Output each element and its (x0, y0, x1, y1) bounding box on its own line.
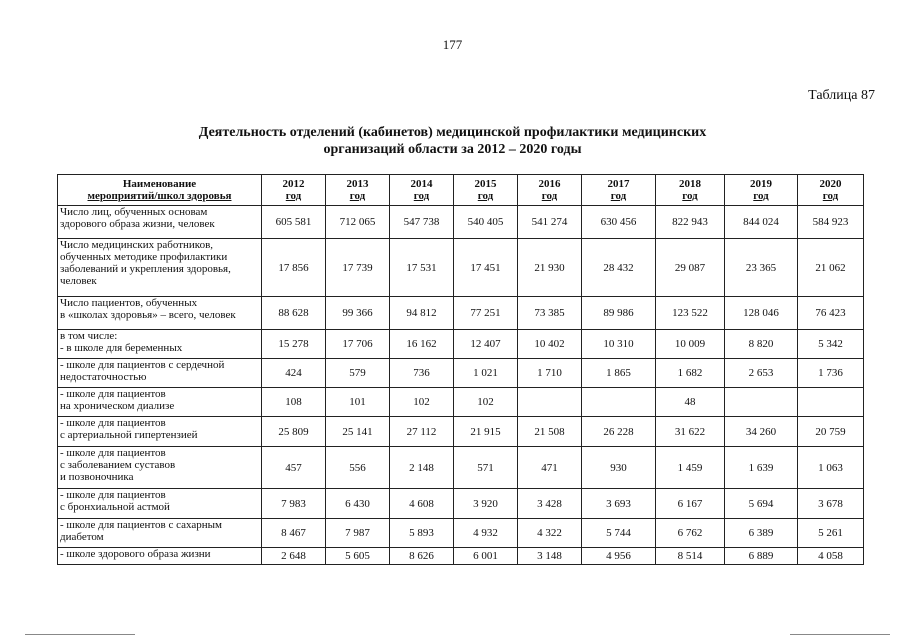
value-cell: 7 983 (262, 489, 326, 519)
table-row (58, 519, 864, 548)
value-cell: 5 605 (326, 548, 390, 565)
table-row (58, 359, 864, 388)
value-cell: 579 (326, 359, 390, 388)
value-cell: 1 682 (656, 359, 725, 388)
value-cell (582, 388, 656, 417)
value-cell (725, 388, 798, 417)
value-cell: 630 456 (582, 206, 656, 239)
value-cell: 123 522 (656, 297, 725, 330)
value-cell: 99 366 (326, 297, 390, 330)
value-cell: 6 167 (656, 489, 725, 519)
page-number: 177 (442, 37, 463, 52)
name-header-line-2: мероприятий/школ здоровья (87, 190, 232, 202)
value-cell: 23 365 (725, 239, 798, 297)
year-header: 2018 год (656, 175, 725, 206)
table-row (58, 447, 864, 489)
row-label: - школе для пациентов с сердечной недостаточностью (58, 359, 262, 388)
value-cell: 28 432 (582, 239, 656, 297)
row-label: - школе для пациентов с бронхиальной астмой (58, 489, 262, 519)
value-cell: 128 046 (725, 297, 798, 330)
value-cell: 6 762 (656, 519, 725, 548)
value-cell: 21 508 (518, 417, 582, 447)
name-header-line-1: Наименование (122, 178, 197, 190)
value-cell: 8 514 (656, 548, 725, 565)
value-cell: 1 865 (582, 359, 656, 388)
value-cell: 8 820 (725, 330, 798, 359)
value-cell: 16 162 (390, 330, 454, 359)
value-cell: 541 274 (518, 206, 582, 239)
table-row (58, 330, 864, 359)
value-cell: 31 622 (656, 417, 725, 447)
header-row (58, 175, 864, 206)
row-label: - школе здорового образа жизни (58, 548, 262, 565)
value-cell: 7 987 (326, 519, 390, 548)
value-cell: 26 228 (582, 417, 656, 447)
value-cell: 94 812 (390, 297, 454, 330)
value-cell: 4 956 (582, 548, 656, 565)
value-cell: 12 407 (454, 330, 518, 359)
value-cell: 605 581 (262, 206, 326, 239)
value-cell: 5 893 (390, 519, 454, 548)
value-cell: 21 062 (798, 239, 864, 297)
data-table (57, 174, 864, 565)
value-cell: 76 423 (798, 297, 864, 330)
value-cell: 6 430 (326, 489, 390, 519)
value-cell: 6 389 (725, 519, 798, 548)
value-cell: 21 930 (518, 239, 582, 297)
value-cell (798, 388, 864, 417)
value-cell: 102 (454, 388, 518, 417)
value-cell: 8 626 (390, 548, 454, 565)
row-label: - школе для пациентов с артериальной гипертензией (58, 417, 262, 447)
value-cell: 29 087 (656, 239, 725, 297)
row-label: - школе для пациентов с заболеванием суставов и позвоночника (58, 447, 262, 489)
value-cell: 736 (390, 359, 454, 388)
value-cell: 6 001 (454, 548, 518, 565)
year-header: 2016 год (518, 175, 582, 206)
row-label: Число лиц, обученных основам здорового образа жизни, человек (58, 206, 262, 239)
value-cell: 10 009 (656, 330, 725, 359)
value-cell: 4 932 (454, 519, 518, 548)
table-row (58, 417, 864, 447)
value-cell: 25 809 (262, 417, 326, 447)
row-label: - школе для пациентов на хроническом диализе (58, 388, 262, 417)
value-cell: 77 251 (454, 297, 518, 330)
value-cell: 1 459 (656, 447, 725, 489)
value-cell: 4 322 (518, 519, 582, 548)
year-header: 2013 год (326, 175, 390, 206)
value-cell: 10 402 (518, 330, 582, 359)
row-label: Число медицинских работников, обученных методике профилактики заболеваний и укрепления здоровья, человек (58, 239, 262, 297)
name-column-header (58, 175, 262, 206)
value-cell: 2 653 (725, 359, 798, 388)
table-row (58, 489, 864, 519)
value-cell: 3 920 (454, 489, 518, 519)
value-cell: 584 923 (798, 206, 864, 239)
value-cell: 424 (262, 359, 326, 388)
table-row (58, 239, 864, 297)
title-line-1: Деятельность отделений (кабинетов) медицинской профилактики медицинских (198, 125, 707, 140)
year-header: 2012 год (262, 175, 326, 206)
value-cell (518, 388, 582, 417)
value-cell: 1 639 (725, 447, 798, 489)
value-cell: 101 (326, 388, 390, 417)
table-row (58, 548, 864, 565)
value-cell: 457 (262, 447, 326, 489)
value-cell: 3 148 (518, 548, 582, 565)
title-line-2: организаций области за 2012 – 2020 годы (323, 142, 582, 157)
value-cell: 3 678 (798, 489, 864, 519)
table-body (58, 206, 864, 565)
value-cell: 5 342 (798, 330, 864, 359)
footer-rule-right (790, 634, 890, 635)
value-cell: 21 915 (454, 417, 518, 447)
value-cell: 48 (656, 388, 725, 417)
value-cell: 712 065 (326, 206, 390, 239)
value-cell: 540 405 (454, 206, 518, 239)
document-title (0, 124, 905, 158)
value-cell: 15 278 (262, 330, 326, 359)
value-cell: 5 694 (725, 489, 798, 519)
value-cell: 844 024 (725, 206, 798, 239)
value-cell: 17 706 (326, 330, 390, 359)
value-cell: 88 628 (262, 297, 326, 330)
row-label: Число пациентов, обученных в «школах здоровья» – всего, человек (58, 297, 262, 330)
footer-rule-left (25, 634, 135, 635)
table-row (58, 388, 864, 417)
value-cell: 2 148 (390, 447, 454, 489)
year-header: 2014 год (390, 175, 454, 206)
value-cell: 27 112 (390, 417, 454, 447)
value-cell: 89 986 (582, 297, 656, 330)
value-cell: 930 (582, 447, 656, 489)
value-cell: 17 739 (326, 239, 390, 297)
value-cell: 571 (454, 447, 518, 489)
value-cell: 34 260 (725, 417, 798, 447)
value-cell: 471 (518, 447, 582, 489)
value-cell: 4 058 (798, 548, 864, 565)
value-cell: 547 738 (390, 206, 454, 239)
value-cell: 556 (326, 447, 390, 489)
table-row (58, 206, 864, 239)
value-cell: 1 736 (798, 359, 864, 388)
year-header: 2015 год (454, 175, 518, 206)
value-cell: 20 759 (798, 417, 864, 447)
table-row (58, 297, 864, 330)
year-header: 2020 год (798, 175, 864, 206)
value-cell: 4 608 (390, 489, 454, 519)
value-cell: 25 141 (326, 417, 390, 447)
year-header: 2017 год (582, 175, 656, 206)
value-cell: 17 531 (390, 239, 454, 297)
value-cell: 822 943 (656, 206, 725, 239)
value-cell: 2 648 (262, 548, 326, 565)
row-label: - школе для пациентов с сахарным диабетом (58, 519, 262, 548)
value-cell: 102 (390, 388, 454, 417)
year-header: 2019 год (725, 175, 798, 206)
value-cell: 8 467 (262, 519, 326, 548)
table-label: Таблица 87 (808, 88, 875, 103)
value-cell: 10 310 (582, 330, 656, 359)
value-cell: 17 451 (454, 239, 518, 297)
value-cell: 3 428 (518, 489, 582, 519)
row-label: в том числе: - в школе для беременных (58, 330, 262, 359)
value-cell: 3 693 (582, 489, 656, 519)
value-cell: 1 710 (518, 359, 582, 388)
value-cell: 5 744 (582, 519, 656, 548)
value-cell: 73 385 (518, 297, 582, 330)
value-cell: 1 063 (798, 447, 864, 489)
value-cell: 108 (262, 388, 326, 417)
value-cell: 6 889 (725, 548, 798, 565)
value-cell: 17 856 (262, 239, 326, 297)
value-cell: 1 021 (454, 359, 518, 388)
value-cell: 5 261 (798, 519, 864, 548)
